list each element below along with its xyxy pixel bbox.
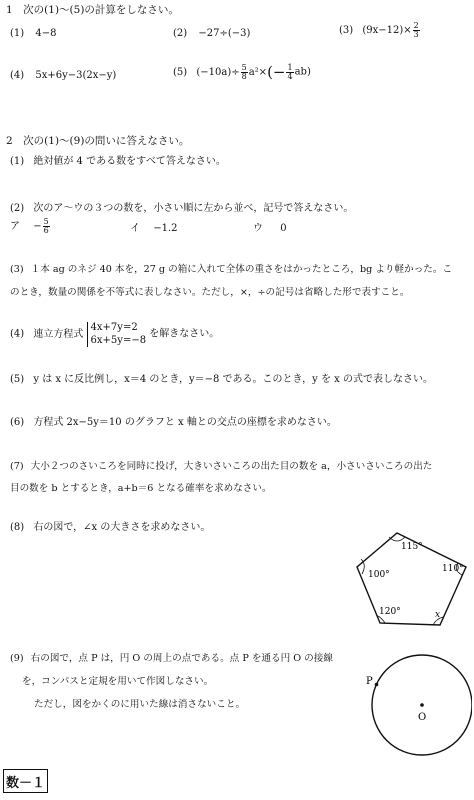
- angle-label-right: 110°: [442, 564, 464, 574]
- section1-heading: 1 次の(1)〜(5)の計算をしなさい。: [6, 4, 179, 16]
- s2-q7-number: (7): [10, 461, 24, 472]
- s1-q1-expression: 4−8: [35, 28, 57, 39]
- s2-q2-option-c: [253, 224, 287, 234]
- s1-q5-expr-a: (−10a)÷: [196, 67, 240, 78]
- s2-q2-option-b-value: −1.2: [153, 223, 178, 234]
- angle-label-bottom: 120°: [379, 607, 401, 617]
- s1-q5-frac1-denominator: 8: [241, 72, 247, 81]
- s1-q1: [10, 29, 56, 39]
- s2-q9-line1: 右の図で，点 P は，円 O の周上の点である。点 P を通る円 O の接線: [30, 653, 333, 664]
- s1-q5-expr-d: ab): [294, 66, 311, 78]
- s2-q1-number: (1): [10, 156, 25, 167]
- s1-q4: [10, 71, 116, 81]
- s2-q9: [10, 654, 333, 664]
- s1-q4-number: (4): [10, 70, 25, 81]
- center-point-o: [420, 703, 424, 707]
- s2-q2-option-a-label: ア: [10, 221, 20, 232]
- s1-q3-frac-numerator: 2: [413, 21, 419, 30]
- s1-q5-frac2-denominator: 4: [287, 72, 293, 81]
- s2-q8-text: 右の図で，∠x の大きさを求めなさい。: [33, 522, 211, 533]
- s2-q4-pre: 連立方程式: [33, 328, 84, 340]
- angle-label-left: 100°: [368, 570, 390, 580]
- s2-q5-text: y は x に反比例し，x＝4 のとき，y＝−8 である。このとき，y を x の式で表しなさい。: [33, 374, 433, 385]
- s2-q5: [10, 375, 433, 385]
- s1-q5: [173, 64, 311, 81]
- s1-q3: [339, 22, 421, 39]
- s2-q3-number: (3): [10, 264, 24, 275]
- page-label: 数－１: [3, 769, 48, 793]
- s2-q3-line1: １本 ag のネジ 40 本を，27 g の箱に入れて全体の重さをはかったところ，bg より軽かった。こ: [30, 264, 453, 275]
- s2-q3: [10, 265, 452, 275]
- point-p: [375, 683, 379, 687]
- s2-q4-number: (4): [10, 328, 25, 340]
- s2-q1-text: 絶対値が 4 である数をすべて答えなさい。: [33, 156, 226, 167]
- s2-q6-number: (6): [10, 417, 25, 428]
- s1-q5-number: (5): [173, 67, 188, 78]
- s2-q2-text: 次のア〜ウの３つの数を，小さい順に左から並べ，記号で答えなさい。: [33, 203, 354, 214]
- pentagon-figure: [345, 525, 470, 635]
- s2-q6-text: 方程式 2x−5y＝10 のグラフと x 軸との交点の座標を求めなさい。: [33, 417, 337, 428]
- s2-q7: [10, 462, 432, 472]
- s2-q7-line2: 目の数を b とするとき，a+b＝6 となる確率を求めなさい。: [10, 483, 272, 494]
- s2-q6: [10, 418, 337, 428]
- s1-q5-fraction-2: [286, 64, 293, 81]
- s2-q4-equation-2: 6x+5y=−8: [90, 334, 147, 346]
- s2-q2-number: (2): [10, 203, 25, 214]
- s2-q3-line2: のとき，数量の関係を不等式に表しなさい。ただし，×，÷の記号は省略した形で表すこと。: [10, 287, 410, 298]
- s2-q2-option-a-denominator: 6: [43, 226, 49, 235]
- s2-q4-post: を解きなさい。: [149, 328, 220, 340]
- s1-q4-expression: 5x+6y−3(2x−y): [35, 70, 117, 81]
- s1-q2: [173, 29, 250, 39]
- s2-q9-line3: ただし，図をかくのに用いた線は消さないこと。: [34, 699, 246, 710]
- angle-label-x: x: [435, 610, 441, 620]
- s1-q5-expr-b: a²×: [248, 67, 268, 78]
- circle-figure: [362, 640, 472, 770]
- s2-q2-option-a-fraction: [43, 218, 50, 235]
- s2-q4: [10, 322, 219, 347]
- s2-q2: [10, 204, 353, 214]
- s1-q3-fraction: [413, 22, 420, 39]
- s2-q4-equation-1: 4x+7y=2: [90, 322, 138, 333]
- s1-q2-expression: −27÷(−3): [198, 28, 251, 39]
- s2-q5-number: (5): [10, 374, 25, 385]
- s1-q5-fraction-1: [241, 64, 248, 81]
- s2-q2-option-c-label: ウ: [253, 223, 263, 234]
- s1-q5-frac2-numerator: 1: [287, 63, 293, 72]
- s1-q5-expr-c: (−: [267, 63, 286, 81]
- s2-q2-option-a-sign: −: [33, 221, 42, 232]
- s1-q5-frac1-numerator: 5: [241, 63, 247, 72]
- s2-q2-option-a-numerator: 5: [43, 217, 49, 226]
- s2-q9-number: (9): [10, 653, 24, 664]
- s2-q4-system: [87, 322, 147, 347]
- label-p: P: [366, 676, 373, 687]
- s1-q3-expression: (9x−12)×: [362, 25, 412, 36]
- s2-q8-number: (8): [10, 522, 25, 533]
- s1-q2-number: (2): [173, 28, 188, 39]
- s2-q2-option-b: [130, 224, 177, 234]
- s2-q8: [10, 523, 210, 533]
- s2-q2-option-c-value: 0: [280, 223, 287, 234]
- s2-q7-line1: 大小２つのさいころを同時に投げ，大きいさいころの出た目の数を a，小さいさいころの出た: [30, 461, 433, 472]
- section2-heading: 2 次の(1)〜(9)の問いに答えなさい。: [6, 135, 190, 147]
- s1-q1-number: (1): [10, 28, 25, 39]
- s2-q2-option-a: [10, 218, 51, 235]
- s1-q3-number: (3): [339, 25, 354, 36]
- s2-q2-option-b-label: イ: [130, 223, 140, 234]
- s2-q1: [10, 157, 226, 167]
- s1-q3-frac-denominator: 3: [413, 30, 419, 39]
- angle-label-top: 115°: [401, 542, 423, 552]
- label-o: O: [418, 712, 427, 723]
- s2-q9-line2: を，コンパスと定規を用いて作図しなさい。: [22, 676, 214, 687]
